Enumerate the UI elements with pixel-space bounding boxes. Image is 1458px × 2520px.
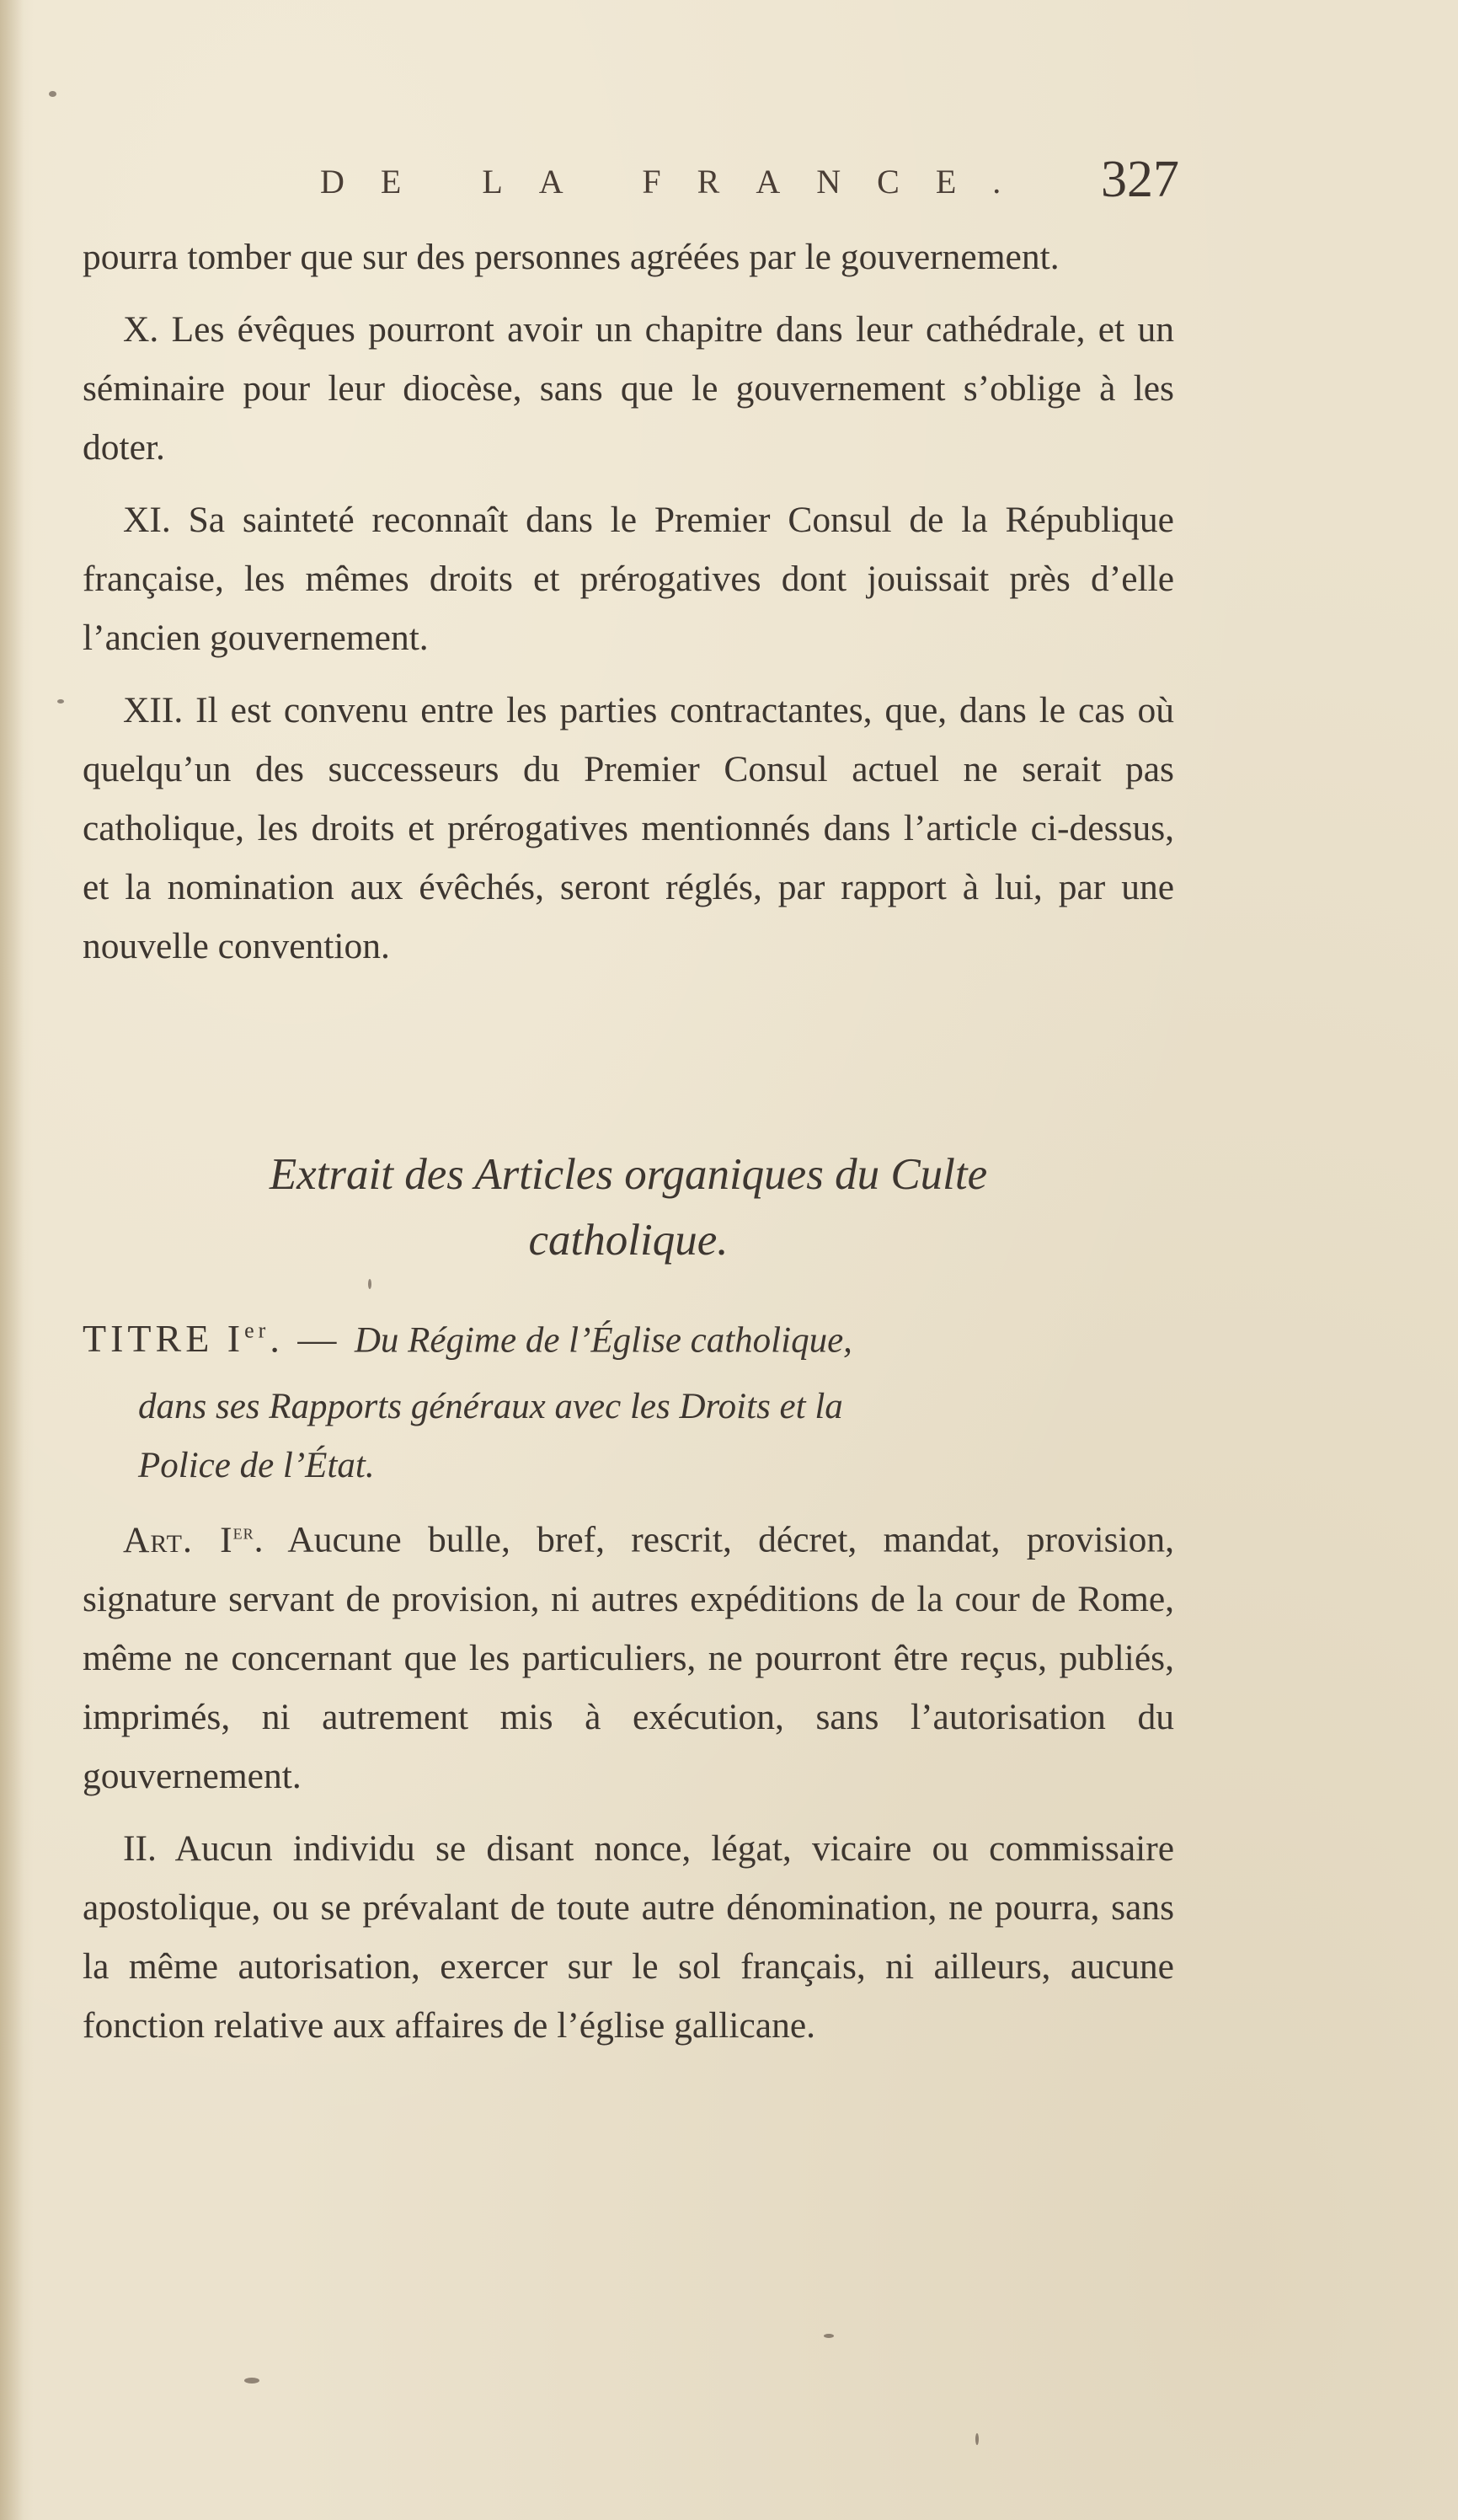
titre-text-line-3: Police de l’État. (138, 1446, 375, 1486)
article-1-label-text: Art. I (123, 1519, 233, 1560)
article-1-text: . Aucune bulle, bref, rescrit, décret, mandat, provision, signature servant de provision, ni autres expéditions de la cour de Rome, même ne concernant que les particuliers, ne pourront être reçus, publiés, imprimés, ni autrement mis à exécution, sans l’autorisation du gouvernement. (83, 1519, 1174, 1796)
article-1 (83, 1502, 1174, 1806)
titre-heading (83, 1302, 1174, 1495)
ink-speck (57, 699, 64, 704)
running-title: DE LA FRANCE. (320, 163, 1038, 201)
section-title-line-2: catholique. (528, 1216, 729, 1265)
page-gutter-shadow (0, 0, 24, 2520)
paragraph-continuation: pourra tomber que sur des personnes agréées par le gouvernement. (83, 237, 1060, 277)
titre-label-text: TITRE I (83, 1317, 245, 1361)
article-xi: XI. Sa sainteté reconnaît dans le Premier Consul de la République française, les mêmes droits et prérogatives dont jouissait près d’elle l’ancien gouvernement. (83, 500, 1174, 658)
article-xii: XII. Il est convenu entre les parties contractantes, que, dans le cas où quelqu’un des successeurs du Premier Consul actuel ne serait pas catholique, les droits et prérogatives mentionnés dans l’article ci-dessus, et la nomination aux évêchés, seront réglés, par rapport à lui, par une nouvelle convention. (83, 690, 1174, 966)
ink-speck (244, 2378, 259, 2384)
ink-speck (975, 2433, 979, 2445)
page-number: 327 (1101, 151, 1179, 208)
ink-speck (824, 2334, 834, 2338)
titre-label (83, 1317, 270, 1360)
section-title (83, 1142, 1174, 1273)
running-head (320, 150, 1179, 217)
ink-speck (368, 1279, 371, 1289)
titre-text-line-2: dans ses Rapports généraux avec les Droits et la (138, 1387, 843, 1427)
organic-articles (83, 1502, 1174, 2055)
ink-speck (49, 91, 56, 97)
article-1-label (123, 1520, 254, 1560)
concordat-articles (83, 227, 1174, 976)
titre-dash: . — (270, 1317, 355, 1361)
titre-text-line-1: Du Régime de l’Église catholique, (354, 1320, 852, 1361)
article-x: X. Les évêques pourront avoir un chapitre dans leur cathédrale, et un séminaire pour leur diocèse, sans que le gouvernement s’oblige à les doter. (83, 309, 1174, 468)
article-2: II. Aucun individu se disant nonce, légat, vicaire ou commissaire apostolique, ou se prévalant de toute autre dénomination, ne pourra, sans la même autorisation, exercer sur le sol français, ni ailleurs, aucune fonction relative aux affaires de l’église gallicane. (83, 1827, 1174, 2046)
article-1-label-sup: er (232, 1519, 254, 1544)
section-title-line-1: Extrait des Articles organiques du Culte (269, 1150, 988, 1199)
titre-label-sup: er (244, 1319, 270, 1343)
